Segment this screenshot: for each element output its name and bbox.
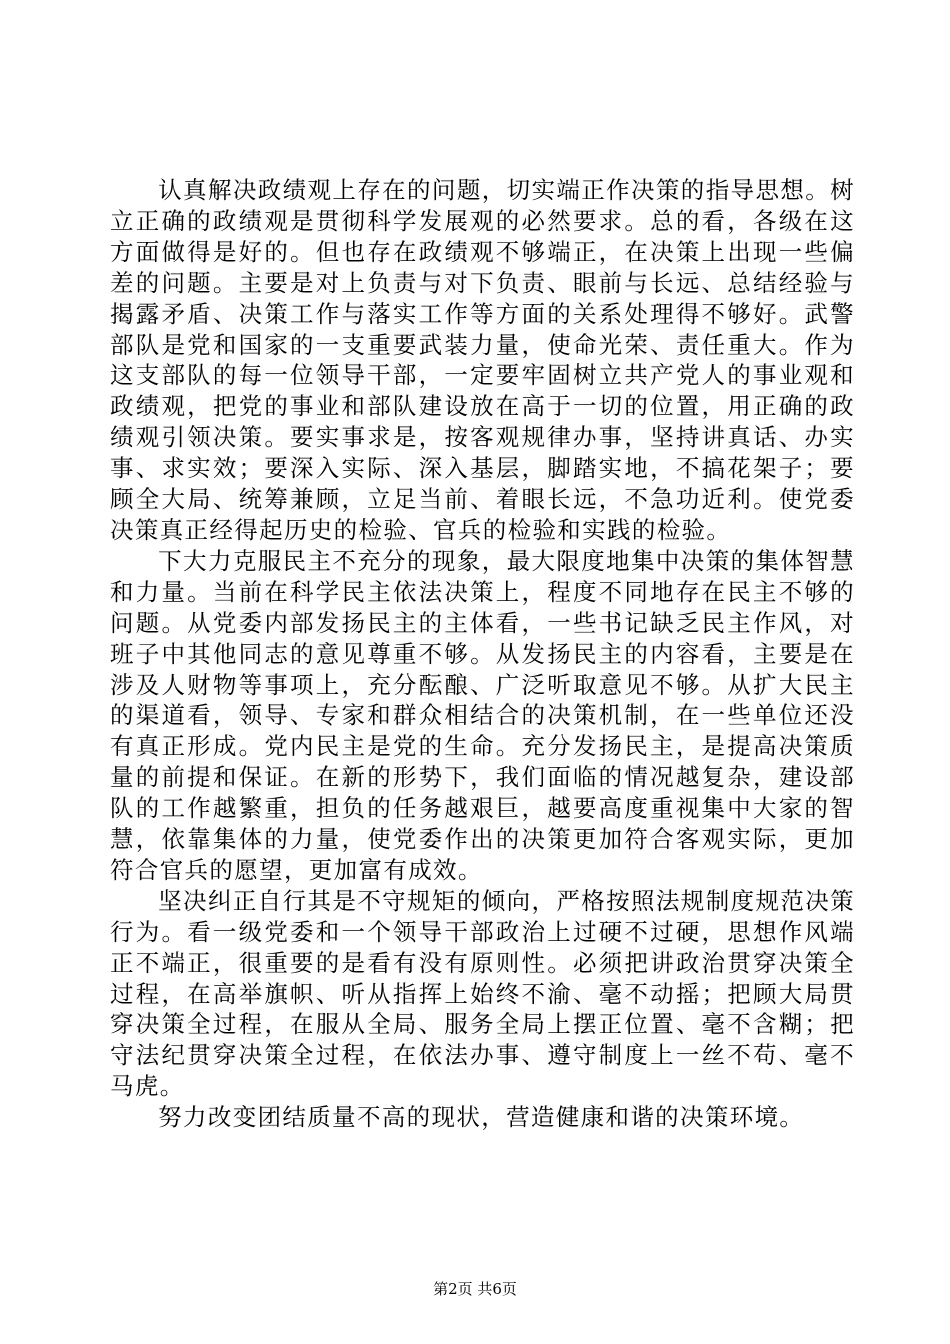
page-total: 共6页 (477, 1280, 517, 1298)
paragraph: 认真解决政绩观上存在的问题，切实端正作决策的指导思想。树立正确的政绩观是贯彻科学发展观的必然要求。总的看，各级在这方面做得是好的。但也存在政绩观不够端正，在决策上出现一些偏差的问题。主要是对上负责与对下负责、眼前与长远、总结经验与揭露矛盾、决策工作与落实工作等方面的关系处理得不够好。武警部队是党和国家的一支重要武装力量，使命光荣、责任重大。作为这支部队的每一位领导干部，一定要牢固树立共产党人的事业观和政绩观，把党的事业和部队建设放在高于一切的位置，用正确的政绩观引领决策。要实事求是，按客观规律办事，坚持讲真话、办实事、求实效；要深入实际、深入基层，脚踏实地，不搞花架子；要顾全大局、统筹兼顾，立足当前、着眼长远，不急功近利。使党委决策真正经得起历史的检验、官兵的检验和实践的检验。 (110, 176, 855, 544)
paragraph: 努力改变团结质量不高的现状，营造健康和谐的决策环境。 (158, 1103, 805, 1132)
page-footer (0, 1278, 950, 1299)
page-number: 第2页 (433, 1280, 473, 1298)
paragraph: 坚决纠正自行其是不守规矩的倾向，严格按照法规制度规范决策行为。看一级党委和一个领导干部政治上过硬不过硬，思想作风端正不端正，很重要的是看有没有原则性。必须把讲政治贯穿决策全过程，在高举旗帜、听从指挥上始终不渝、毫不动摇；把顾大局贯穿决策全过程，在服从全局、服务全局上摆正位置、毫不含糊；把守法纪贯穿决策全过程，在依法办事、遵守制度上一丝不苟、毫不马虎。 (110, 886, 855, 1101)
paragraph: 下大力克服民主不充分的现象，最大限度地集中决策的集体智慧和力量。当前在科学民主依法决策上，程度不同地存在民主不够的问题。从党委内部发扬民主的主体看，一些书记缺乏民主作风，对班子中其他同志的意见尊重不够。从发扬民主的内容看，主要是在涉及人财物等事项上，充分酝酿、广泛听取意见不够。从扩大民主的渠道看，领导、专家和群众相结合的决策机制，在一些单位还没有真正形成。党内民主是党的生命。充分发扬民主，是提高决策质量的前提和保证。在新的形势下，我们面临的情况越复杂，建设部队的工作越繁重，担负的任务越艰巨，越要高度重视集中大家的智慧，依靠集体的力量，使党委作出的决策更加符合客观实际，更加符合官兵的愿望，更加富有成效。 (110, 546, 855, 884)
document-body (110, 175, 855, 1133)
